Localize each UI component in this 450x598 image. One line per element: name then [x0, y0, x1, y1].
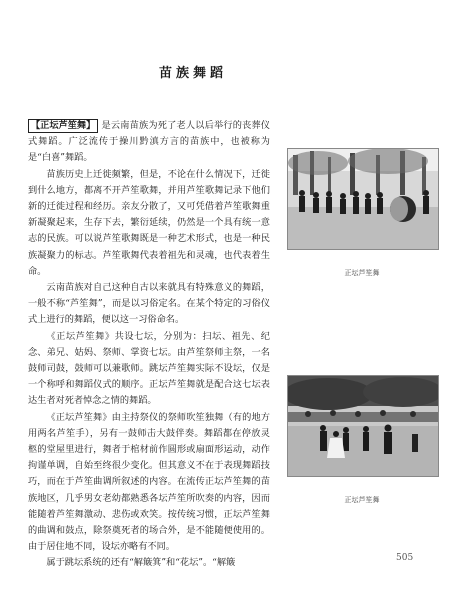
term-heading: 【正坛芦笙舞】 — [28, 119, 98, 133]
paragraph-5: 《正坛芦笙舞》由主持祭仪的祭师吹笙独舞（有的地方用两名芦笙手），另有一鼓师击大鼓伴奏。舞蹈都在停放灵柩的堂屋里进行，舞者于棺材前作圆形或扇面形运动，动作拘谨单调，自始至终很少变化。但其意义不在于表现舞蹈技巧，而在于芦笙曲调所叙述的内容。在流传正坛芦笙舞的苗族地区，几乎男女老幼都熟悉各坛芦笙所吹奏的内容，因而能随着芦笙舞激动、悲伤或欢笑。按传统习惯，正坛芦笙舞的曲调和鼓点，除祭奠死者的场合外，是不能随便使用的。由于居住地不同，设坛亦略有不同。 — [28, 411, 270, 553]
paragraph-2: 苗族历史上迁徙频繁，但是，不论在什么情况下，迁徙到什么地方，都离不开芦笙歌舞，并用芦笙歌舞记录下他们新的迁徙过程和经历。亲友分散了，又可凭借着芦笙歌舞重新凝聚起来，生存下去，繁衍延续，仍然是一个具有统一意志的民族。可以说芦笙歌舞既是一种艺术形式，也是一种民族凝聚力的标志。芦笙歌舞代表着祖先和灵魂，也代表着生命。 — [28, 168, 270, 277]
paragraph-1-text: 是云南苗族为死了老人以后举行的丧葬仪式舞蹈。广泛流传于操川黔滇方言的苗族中，也被称为是“白喜”舞蹈。 — [28, 120, 270, 164]
page-title: 苗族舞蹈 — [158, 66, 227, 81]
paragraph-1 — [28, 118, 270, 167]
paragraph-6: 属于跳坛系统的还有“解簸箕”和“花坛”。“解簸 — [46, 557, 236, 569]
paragraph-4: 《正坛芦笙舞》共设七坛，分别为：扫坛、祖先、纪念、弟兄、姑妈、祭师、掌资七坛。由芦笙祭师主祭，一名鼓师司鼓，鼓师可以兼歌师。跳坛芦笙舞实际不设坛，仅是一个称呼和舞蹈仪式的顺序。正坛芦笙舞就是配合这七坛表达生者对死者悼念之情的舞蹈。 — [28, 330, 270, 407]
paragraph-3: 云南苗族对自己这种自古以来就具有特殊意义的舞蹈，一般不称“芦笙舞”，而是以习俗定名。在某个特定的习俗仪式上进行的舞蹈，便以这一习俗命名。 — [28, 282, 270, 326]
photo-dance-2 — [287, 375, 439, 477]
photo-dance-2-image — [288, 376, 438, 476]
page-number: 505 — [396, 553, 414, 563]
photo-caption-2: 正坛芦笙舞 — [344, 496, 380, 504]
photo-dance-1-image — [288, 149, 438, 249]
photo-dance-1 — [287, 148, 439, 250]
photo-caption-1: 正坛芦笙舞 — [344, 269, 380, 277]
body-text — [28, 118, 270, 572]
